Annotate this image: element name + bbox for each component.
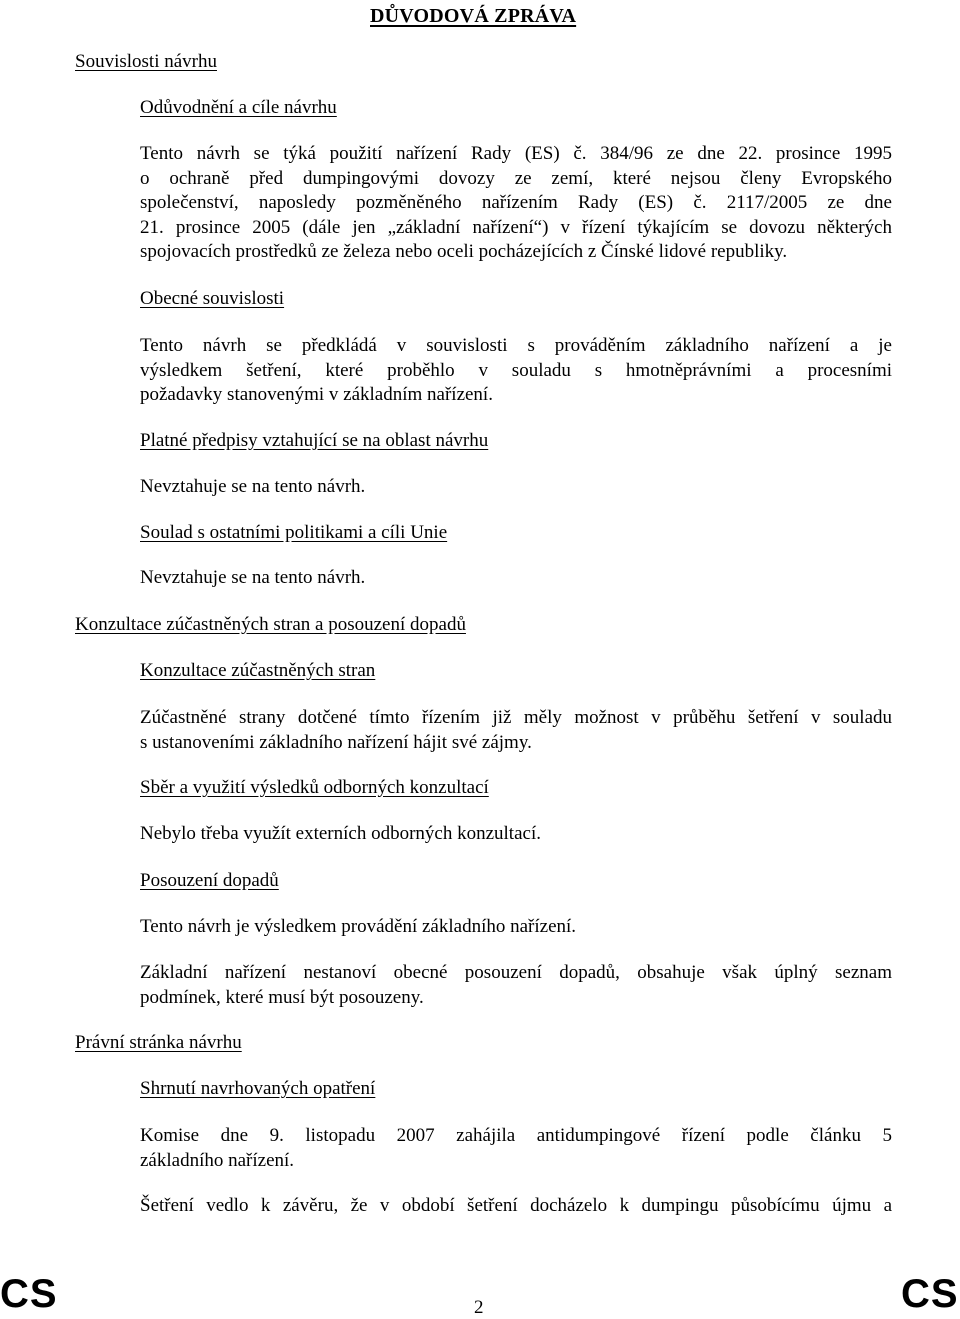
text-line: s ustanoveními základního nařízení hájit své zájmy. (140, 731, 532, 753)
paragraph-konzultace-stran (140, 706, 892, 755)
text-posouzeni: Tento návrh je výsledkem provádění základního nařízení. (140, 916, 577, 937)
text-sber: Nebylo třeba využít externích odborných konzultací. (140, 823, 541, 844)
page-number: 2 (474, 1297, 484, 1318)
text-line: podmínek, které musí být posouzeny. (140, 986, 424, 1008)
text-platne-predpisy: Nevztahuje se na tento návrh. (140, 476, 366, 497)
text-line: Tento návrh se předkládá v souvislosti s prováděním základního nařízení a je (140, 335, 892, 356)
text-line: 21. prosince 2005 (dále jen „základní nařízení“) v řízení týkajícím se dovozu některých (140, 216, 892, 238)
paragraph-zakladni-narizeni (140, 961, 892, 1010)
text-line: Šetření vedlo k závěru, že v období šetření docházelo k dumpingu působícímu újmu a (140, 1195, 892, 1216)
text-line: Zúčastněné strany dotčené tímto řízením již měly možnost v průběhu šetření v souladu (140, 707, 892, 728)
paragraph-oduvodneni (140, 142, 892, 265)
subheading-sber: Sběr a využití výsledků odborných konzultací (140, 777, 489, 798)
subheading-oduvodneni: Odůvodnění a cíle návrhu (140, 97, 337, 118)
text-line: Komise dne 9. listopadu 2007 zahájila antidumpingové řízení podle článku 5 (140, 1125, 892, 1146)
subheading-posouzeni: Posouzení dopadů (140, 870, 279, 891)
subheading-konzultace-stran: Konzultace zúčastněných stran (140, 660, 376, 681)
text-line: požadavky stanovenými v základním nařízení. (140, 384, 493, 405)
text-line: výsledkem šetření, které proběhlo v souladu s hmotněprávními a procesními (140, 359, 892, 381)
subheading-platne-predpisy: Platné předpisy vztahující se na oblast návrhu (140, 430, 489, 451)
text-line: o ochraně před dumpingovými dovozy ze zemí, které nejsou členy Evropského (140, 167, 892, 189)
language-code-right: CS (901, 1272, 959, 1316)
subheading-shrnuti: Shrnutí navrhovaných opatření (140, 1078, 376, 1099)
subheading-obecne-souvislosti: Obecné souvislosti (140, 288, 285, 309)
subheading-soulad: Soulad s ostatními politikami a cíli Unie (140, 522, 448, 543)
document-title: DŮVODOVÁ ZPRÁVA (370, 5, 577, 27)
section-heading-souvislosti: Souvislosti návrhu (75, 51, 217, 72)
paragraph-komise (140, 1124, 892, 1173)
paragraph-setreni (140, 1194, 892, 1219)
text-line: spojovacích prostředků ze železa nebo oceli pocházejících z Čínské lidové republiky. (140, 241, 788, 262)
language-code-left: CS (0, 1272, 58, 1316)
text-line: Tento návrh se týká použití nařízení Rady (ES) č. 384/96 ze dne 22. prosince 1995 (140, 143, 892, 164)
text-line: společenství, naposledy pozměněného nařízením Rady (ES) č. 2117/2005 ze dne (140, 192, 892, 213)
paragraph-obecne-souvislosti (140, 334, 892, 408)
text-line: Základní nařízení nestanoví obecné posouzení dopadů, obsahuje však úplný seznam (140, 962, 892, 983)
section-heading-pravni: Právní stránka návrhu (75, 1032, 242, 1053)
text-soulad: Nevztahuje se na tento návrh. (140, 567, 366, 588)
section-heading-konzultace: Konzultace zúčastněných stran a posouzení dopadů (75, 614, 466, 635)
text-line: základního nařízení. (140, 1149, 295, 1171)
